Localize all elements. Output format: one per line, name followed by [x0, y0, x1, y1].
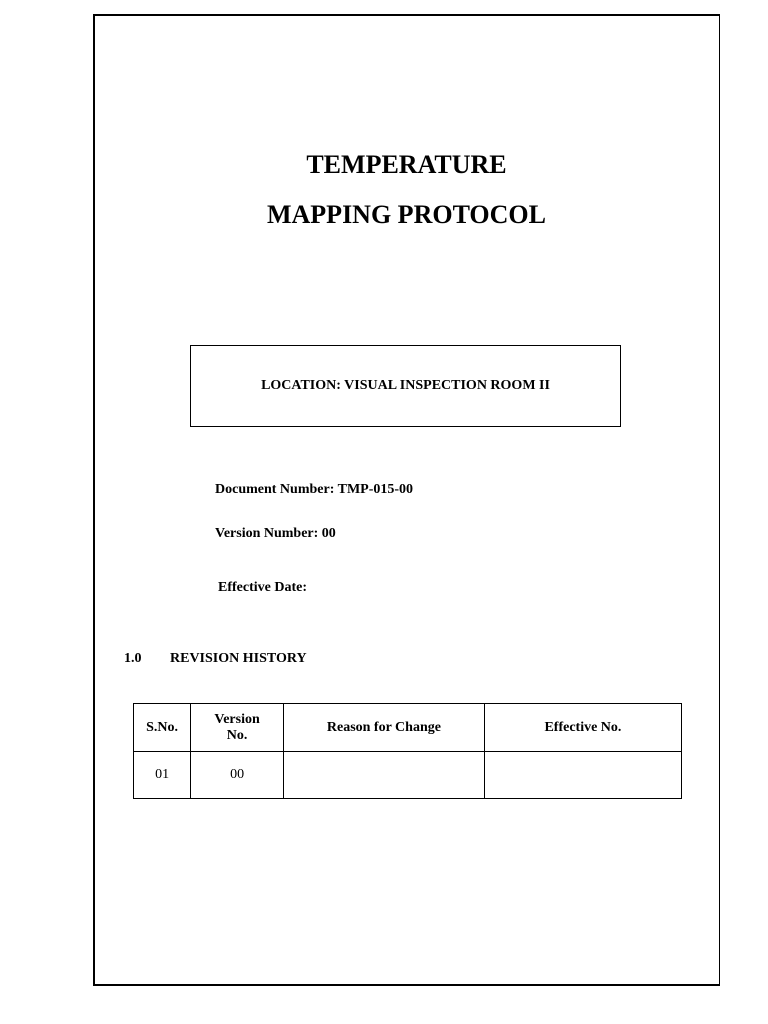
- revision-history-heading: [124, 650, 307, 668]
- location-box: [190, 345, 621, 427]
- header-version-line-1: Version: [214, 711, 260, 727]
- table-row: [134, 752, 682, 799]
- document-title-line-2: MAPPING PROTOCOL: [266, 200, 547, 229]
- location-text: LOCATION: VISUAL INSPECTION ROOM II: [261, 378, 550, 393]
- revision-history-table: [133, 703, 682, 799]
- header-sno: S.No.: [134, 704, 191, 752]
- cell-version: 00: [191, 752, 284, 799]
- header-effective: Effective No.: [484, 704, 681, 752]
- cell-effective: [484, 752, 681, 799]
- document-number: Document Number: TMP-015-00: [215, 482, 414, 497]
- table-header-row: [134, 704, 682, 752]
- header-version: [191, 704, 284, 752]
- section-number: 1.0: [124, 651, 142, 666]
- effective-date: Effective Date:: [218, 580, 308, 595]
- cell-reason: [283, 752, 484, 799]
- document-title-line-1: TEMPERATURE: [306, 150, 507, 179]
- version-number: Version Number: 00: [215, 526, 336, 541]
- header-version-line-2: No.: [226, 727, 248, 743]
- header-reason: Reason for Change: [283, 704, 484, 752]
- cell-sno: 01: [134, 752, 191, 799]
- section-title: REVISION HISTORY: [170, 651, 307, 666]
